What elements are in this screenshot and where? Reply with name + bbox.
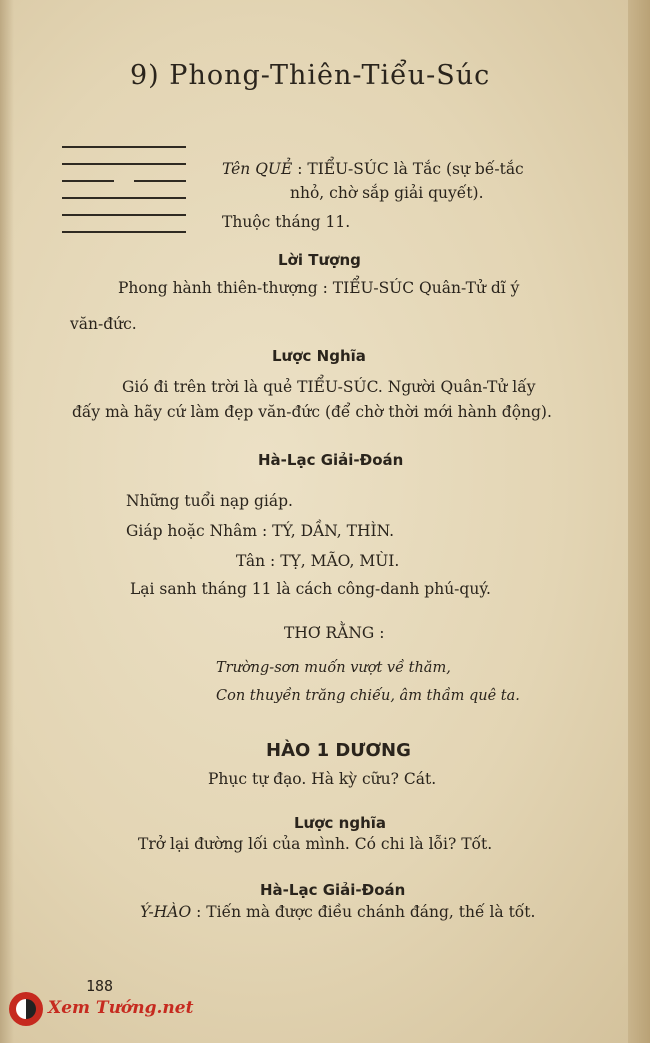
hao1-heading: HÀO 1 DƯƠNG xyxy=(266,740,411,761)
book-spine xyxy=(628,0,650,1043)
tho-heading: THƠ RẰNG : xyxy=(284,624,385,642)
ten-que-line1: Tên QUẺ : TIỂU-SÚC là Tắc (sự bế-tắc xyxy=(222,160,524,178)
ha-lac-heading: Hà-Lạc Giải-Đoán xyxy=(258,451,404,469)
watermark-text: Xem Tướng.net xyxy=(48,998,194,1018)
hexagram-line-broken xyxy=(62,180,186,182)
hao1-line: Phục tự đạo. Hà kỳ cữu? Cát. xyxy=(208,770,437,788)
page-left-edge xyxy=(0,0,14,1043)
ten-que-label: Tên QUẺ xyxy=(222,160,293,178)
luoc-nghia-line1: Gió đi trên trời là quẻ TIỂU-SÚC. Người Quân-Tử lấy xyxy=(122,378,536,396)
hao1-luoc-line: Trở lại đường lối của mình. Có chi là lỗi? Tốt. xyxy=(138,835,493,853)
loi-tuong-line1: Phong hành thiên-thượng : TIỂU-SÚC Quân-Tử dĩ ý xyxy=(118,279,520,297)
tho-line2: Con thuyền trăng chiếu, âm thầm quê ta. xyxy=(216,688,520,704)
ten-que-line2: nhỏ, chờ sắp giải quyết). xyxy=(290,184,484,202)
y-hao-line: Ý-HÀO : Tiến mà được điều chánh đáng, thế là tốt. xyxy=(140,903,536,921)
loi-tuong-heading: Lời Tượng xyxy=(278,251,361,269)
hexagram-line xyxy=(62,231,186,233)
hexagram-line xyxy=(62,197,186,199)
hao1-luoc-heading: Lược nghĩa xyxy=(294,814,387,832)
ha-lac-line4: Lại sanh tháng 11 là cách công-danh phú-quý. xyxy=(130,580,491,598)
hexagram-line xyxy=(62,146,186,148)
loi-tuong-line2: văn-đức. xyxy=(70,315,137,333)
tho-line1: Trường-sơn muốn vượt về thăm, xyxy=(216,660,451,676)
hexagram-symbol xyxy=(62,146,186,248)
ha-lac-line3: Tân : TỴ, MÃO, MÙI. xyxy=(236,552,400,570)
hexagram-line xyxy=(62,214,186,216)
luoc-nghia-heading: Lược Nghĩa xyxy=(272,347,366,365)
hao1-halac-heading: Hà-Lạc Giải-Đoán xyxy=(260,881,406,899)
page-number: 188 xyxy=(86,977,114,995)
chapter-title: 9) Phong-Thiên-Tiểu-Súc xyxy=(130,60,491,91)
hexagram-line xyxy=(62,163,186,165)
ha-lac-line2: Giáp hoặc Nhâm : TÝ, DẦN, THÌN. xyxy=(126,522,395,540)
luoc-nghia-line2: đấy mà hãy cứ làm đẹp văn-đức (để chờ thời mới hành động). xyxy=(72,403,552,421)
yin-yang-icon xyxy=(9,992,43,1026)
ha-lac-line1: Những tuổi nạp giáp. xyxy=(126,492,293,510)
y-hao-label: Ý-HÀO xyxy=(140,903,192,921)
thuoc-thang: Thuộc tháng 11. xyxy=(222,213,351,231)
